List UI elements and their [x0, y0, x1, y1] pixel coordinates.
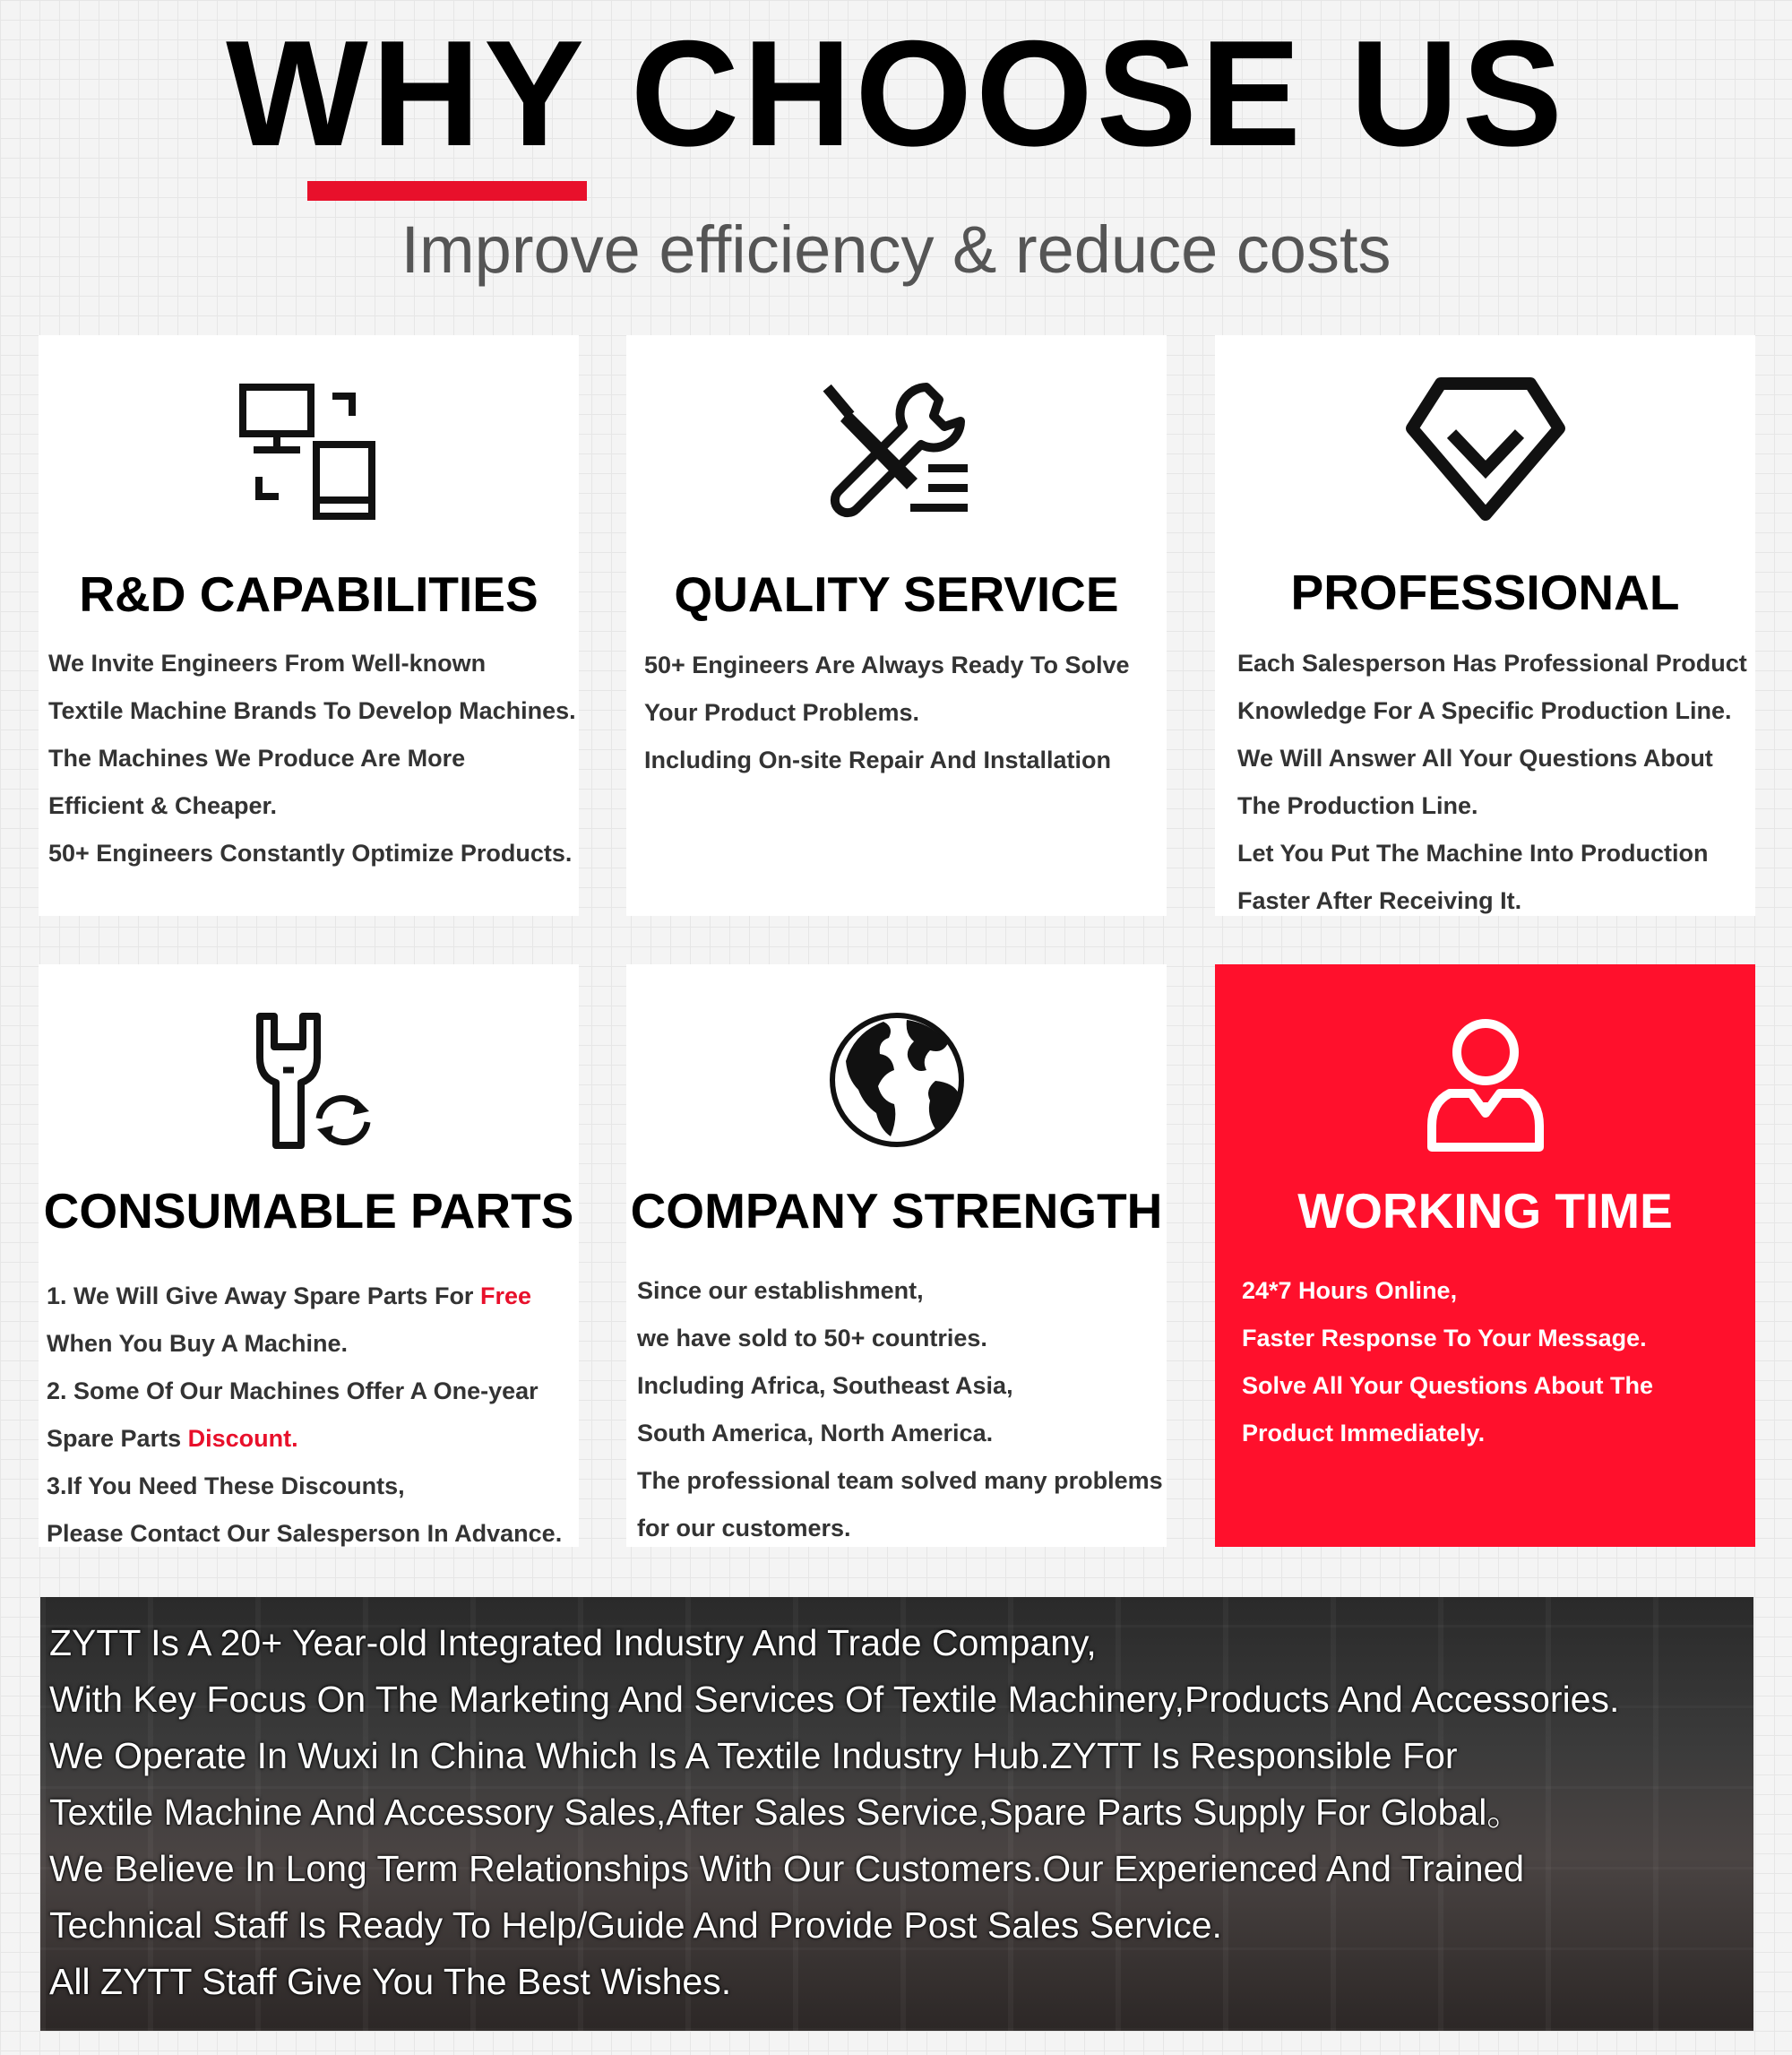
person-icon: [1426, 1016, 1545, 1156]
card-line: The professional team solved many problems: [637, 1467, 1163, 1494]
card-body: [644, 642, 1159, 784]
card-line: Each Salesperson Has Professional Product: [1237, 650, 1747, 677]
card-line: we have sold to 50+ countries.: [637, 1325, 987, 1351]
card-line: [47, 1415, 562, 1463]
card-line: for our customers.: [637, 1515, 851, 1541]
card-title: CONSUMABLE PARTS: [43, 1183, 574, 1239]
card-line: We Invite Engineers From Well-known: [48, 650, 487, 677]
card-line: Solve All Your Questions About The: [1242, 1372, 1654, 1399]
devices-icon: [237, 378, 381, 522]
card-company-strength: [626, 964, 1167, 1547]
tools-icon: [821, 378, 973, 525]
card-line-text: 1. We Will Give Away Spare Parts For: [47, 1282, 480, 1309]
card-line: [47, 1273, 562, 1320]
title-underline: [307, 181, 587, 201]
card-line: When You Buy A Machine.: [47, 1330, 349, 1357]
card-line: Faster After Receiving It.: [1237, 887, 1522, 914]
card-body: [1242, 1267, 1757, 1457]
card-line: 50+ Engineers Constantly Optimize Products.: [48, 840, 573, 867]
page-title: WHY CHOOSE US: [226, 9, 1566, 177]
card-line: Let You Put The Machine Into Production: [1237, 840, 1709, 867]
card-rd-capabilities: [39, 335, 579, 916]
card-body: [48, 640, 576, 877]
card-line: We Will Answer All Your Questions About: [1237, 745, 1713, 772]
card-body: [47, 1273, 562, 1558]
card-line: Efficient & Cheaper.: [48, 792, 278, 819]
card-line: The Machines We Produce Are More: [48, 745, 466, 772]
banner-line: All ZYTT Staff Give You The Best Wishes.: [49, 1961, 732, 2002]
card-line: Including Africa, Southeast Asia,: [637, 1372, 1013, 1399]
wrench-cycle-icon: [242, 1011, 376, 1151]
page-subtitle: Improve efficiency & reduce costs: [401, 212, 1391, 287]
card-working-time: [1215, 964, 1755, 1547]
free-highlight: Free: [479, 1282, 531, 1309]
diamond-icon: [1405, 376, 1566, 522]
card-line: Please Contact Our Salesperson In Advance.: [47, 1520, 563, 1547]
card-line: Since our establishment,: [637, 1277, 924, 1304]
card-consumable-parts: [39, 964, 579, 1547]
card-line: South America, North America.: [637, 1420, 994, 1446]
card-line: The Production Line.: [1237, 792, 1478, 819]
card-line: Your Product Problems.: [644, 699, 920, 726]
card-line-text: Spare Parts: [47, 1425, 188, 1452]
banner-line: Technical Staff Is Ready To Help/Guide And Provide Post Sales Service.: [49, 1904, 1222, 1946]
card-body: [637, 1267, 1163, 1552]
card-title: PROFESSIONAL: [1290, 565, 1680, 620]
card-line: 3.If You Need These Discounts,: [47, 1472, 405, 1499]
banner-line: With Key Focus On The Marketing And Services Of Textile Machinery,Products And Accessories.: [49, 1679, 1620, 1720]
discount-highlight: Discount.: [187, 1425, 298, 1452]
card-line: Product Immediately.: [1242, 1420, 1486, 1446]
card-line: 2. Some Of Our Machines Offer A One-year: [47, 1377, 538, 1404]
card-line: Knowledge For A Specific Production Line.: [1237, 697, 1732, 724]
banner-line: Textile Machine And Accessory Sales,After Sales Service,Spare Parts Supply For Global。: [49, 1792, 1524, 1833]
card-line: 50+ Engineers Are Always Ready To Solve: [644, 652, 1130, 678]
card-title: COMPANY STRENGTH: [630, 1183, 1163, 1239]
banner-line: We Believe In Long Term Relationships With Our Customers.Our Experienced And Trained: [49, 1848, 1525, 1889]
card-line: Textile Machine Brands To Develop Machines.: [48, 697, 576, 724]
card-line: Faster Response To Your Message.: [1242, 1325, 1647, 1351]
card-professional: [1215, 335, 1755, 916]
card-title: QUALITY SERVICE: [674, 566, 1119, 622]
banner-text: [49, 1615, 1619, 2010]
card-quality-service: [626, 335, 1167, 916]
company-banner: [40, 1597, 1753, 2031]
banner-line: We Operate In Wuxi In China Which Is A Textile Industry Hub.ZYTT Is Responsible For: [49, 1735, 1458, 1776]
card-line: 24*7 Hours Online,: [1242, 1277, 1458, 1304]
card-line: Including On-site Repair And Installation: [644, 747, 1112, 773]
card-body: [1237, 640, 1753, 925]
card-title: R&D CAPABILITIES: [79, 566, 538, 622]
banner-line: ZYTT Is A 20+ Year-old Integrated Industry And Trade Company,: [49, 1622, 1097, 1663]
globe-icon: [828, 1011, 966, 1149]
card-title: WORKING TIME: [1297, 1183, 1673, 1239]
